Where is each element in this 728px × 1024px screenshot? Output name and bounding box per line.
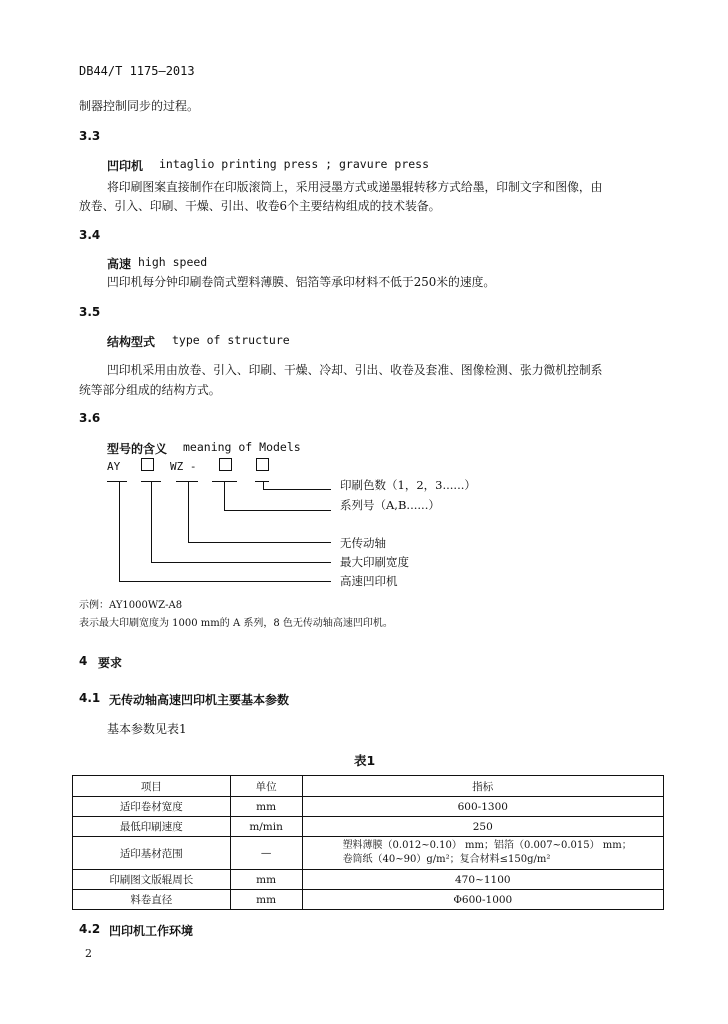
section-3-6-number: 3.6 (79, 411, 101, 425)
table-header-item: 项目 (73, 776, 231, 797)
label-no-shaft: 无传动轴 (340, 536, 386, 550)
model-prefix: AY (107, 460, 121, 473)
table-row (73, 890, 664, 910)
section-4-1-number: 4.1 (79, 691, 101, 705)
table-cell-value-line1: 塑料薄膜（0.012~0.10） mm；铝箔（0.007~0.015） mm； (342, 840, 632, 851)
table-cell-unit: mm (230, 890, 302, 910)
definition-3-4-line1: 凹印机每分钟印刷卷筒式塑料薄膜、铝箔等承印材料不低于250米的速度。 (107, 275, 496, 289)
label-max-width: 最大印刷宽度 (340, 555, 409, 569)
section-3-4-number: 3.4 (79, 228, 101, 242)
label-high-speed: 高速凹印机 (340, 574, 398, 588)
underline-ay (107, 481, 127, 482)
term-3-6-en: meaning of Models (183, 440, 301, 454)
label-series: 系列号（A,B......） (340, 498, 440, 512)
section-4-title: 要求 (98, 656, 123, 670)
section-4-2-number: 4.2 (79, 922, 101, 936)
model-box-width (141, 458, 154, 471)
term-3-6-zh: 型号的含义 (107, 442, 168, 456)
table-cell-unit: — (230, 837, 302, 870)
continuation-text: 制器控制同步的过程。 (79, 99, 200, 113)
table-row (73, 837, 664, 870)
section-4-number: 4 (79, 654, 88, 668)
standard-code: DB44/T 1175—2013 (79, 64, 195, 78)
leader-noshaft-v (188, 481, 189, 543)
parameters-table (72, 775, 664, 910)
model-mid: WZ - (170, 460, 197, 473)
table-cell-value-line2: 卷筒纸（40~90）g/m²；复合材料≤150g/m² (342, 854, 551, 865)
section-4-2-title: 凹印机工作环境 (109, 924, 194, 938)
term-3-5-zh: 结构型式 (107, 335, 156, 349)
table-cell-value: 470~1100 (302, 870, 663, 890)
table-header-row (73, 776, 664, 797)
leader-width-h (151, 562, 331, 563)
leader-series-v (224, 481, 225, 511)
term-3-5-en: type of structure (172, 333, 290, 347)
table-cell-item: 最低印刷速度 (73, 817, 231, 837)
table-cell-unit: mm (230, 870, 302, 890)
definition-3-5-line2: 统等部分组成的结构方式。 (79, 383, 221, 397)
section-3-3-number: 3.3 (79, 129, 101, 143)
underline-wz (176, 481, 198, 482)
leader-colors-h (263, 489, 331, 490)
term-3-3-zh: 凹印机 (107, 159, 144, 173)
table-caption: 表1 (354, 753, 376, 768)
table-cell-item: 适印基材范围 (73, 837, 231, 870)
definition-3-3-line2: 放卷、引入、印刷、干燥、引出、收卷6个主要结构组成的技术装备。 (79, 199, 441, 213)
example-description: 表示最大印刷宽度为 1000 mm的 A 系列，8 色无传动轴高速凹印机。 (79, 618, 393, 629)
table-cell-value (302, 837, 663, 870)
table-cell-value: 600-1300 (302, 797, 663, 817)
table-row (73, 817, 664, 837)
table-cell-item: 料卷直径 (73, 890, 231, 910)
term-3-3-en: intaglio printing press ; gravure press (159, 157, 430, 171)
leader-noshaft-h (188, 542, 331, 543)
page-number: 2 (85, 947, 92, 960)
leader-width-v (151, 481, 152, 563)
table-intro: 基本参数见表1 (107, 722, 187, 736)
table-cell-item: 适印卷材宽度 (73, 797, 231, 817)
label-print-colors: 印刷色数（1，2，3......） (340, 478, 476, 492)
example-line: 示例：AY1000WZ-A8 (79, 600, 183, 611)
table-row (73, 797, 664, 817)
leader-series-h (224, 510, 331, 511)
table-header-value: 指标 (302, 776, 663, 797)
table-cell-value: 250 (302, 817, 663, 837)
definition-3-5-line1: 凹印机采用由放卷、引入、印刷、干燥、冷却、引出、收卷及套准、图像检测、张力微机控制系 (107, 363, 603, 377)
model-box-series (219, 458, 232, 471)
table-cell-unit: mm (230, 797, 302, 817)
leader-ay-h (119, 581, 331, 582)
model-box-colors (256, 458, 269, 471)
table-row (73, 870, 664, 890)
table-header-unit: 单位 (230, 776, 302, 797)
definition-3-3-line1: 将印刷图案直接制作在印版滚筒上，采用浸墨方式或递墨辊转移方式给墨，印制文字和图像，由 (107, 180, 603, 194)
leader-ay-v (119, 481, 120, 582)
table-cell-item: 印刷图文版辊周长 (73, 870, 231, 890)
section-3-5-number: 3.5 (79, 305, 101, 319)
table-cell-value: Φ600-1000 (302, 890, 663, 910)
underline-colors (255, 481, 269, 482)
table-cell-unit: m/min (230, 817, 302, 837)
term-3-4-en: high speed (138, 255, 208, 269)
term-3-4-zh: 高速 (107, 257, 132, 271)
section-4-1-title: 无传动轴高速凹印机主要基本参数 (109, 693, 290, 707)
